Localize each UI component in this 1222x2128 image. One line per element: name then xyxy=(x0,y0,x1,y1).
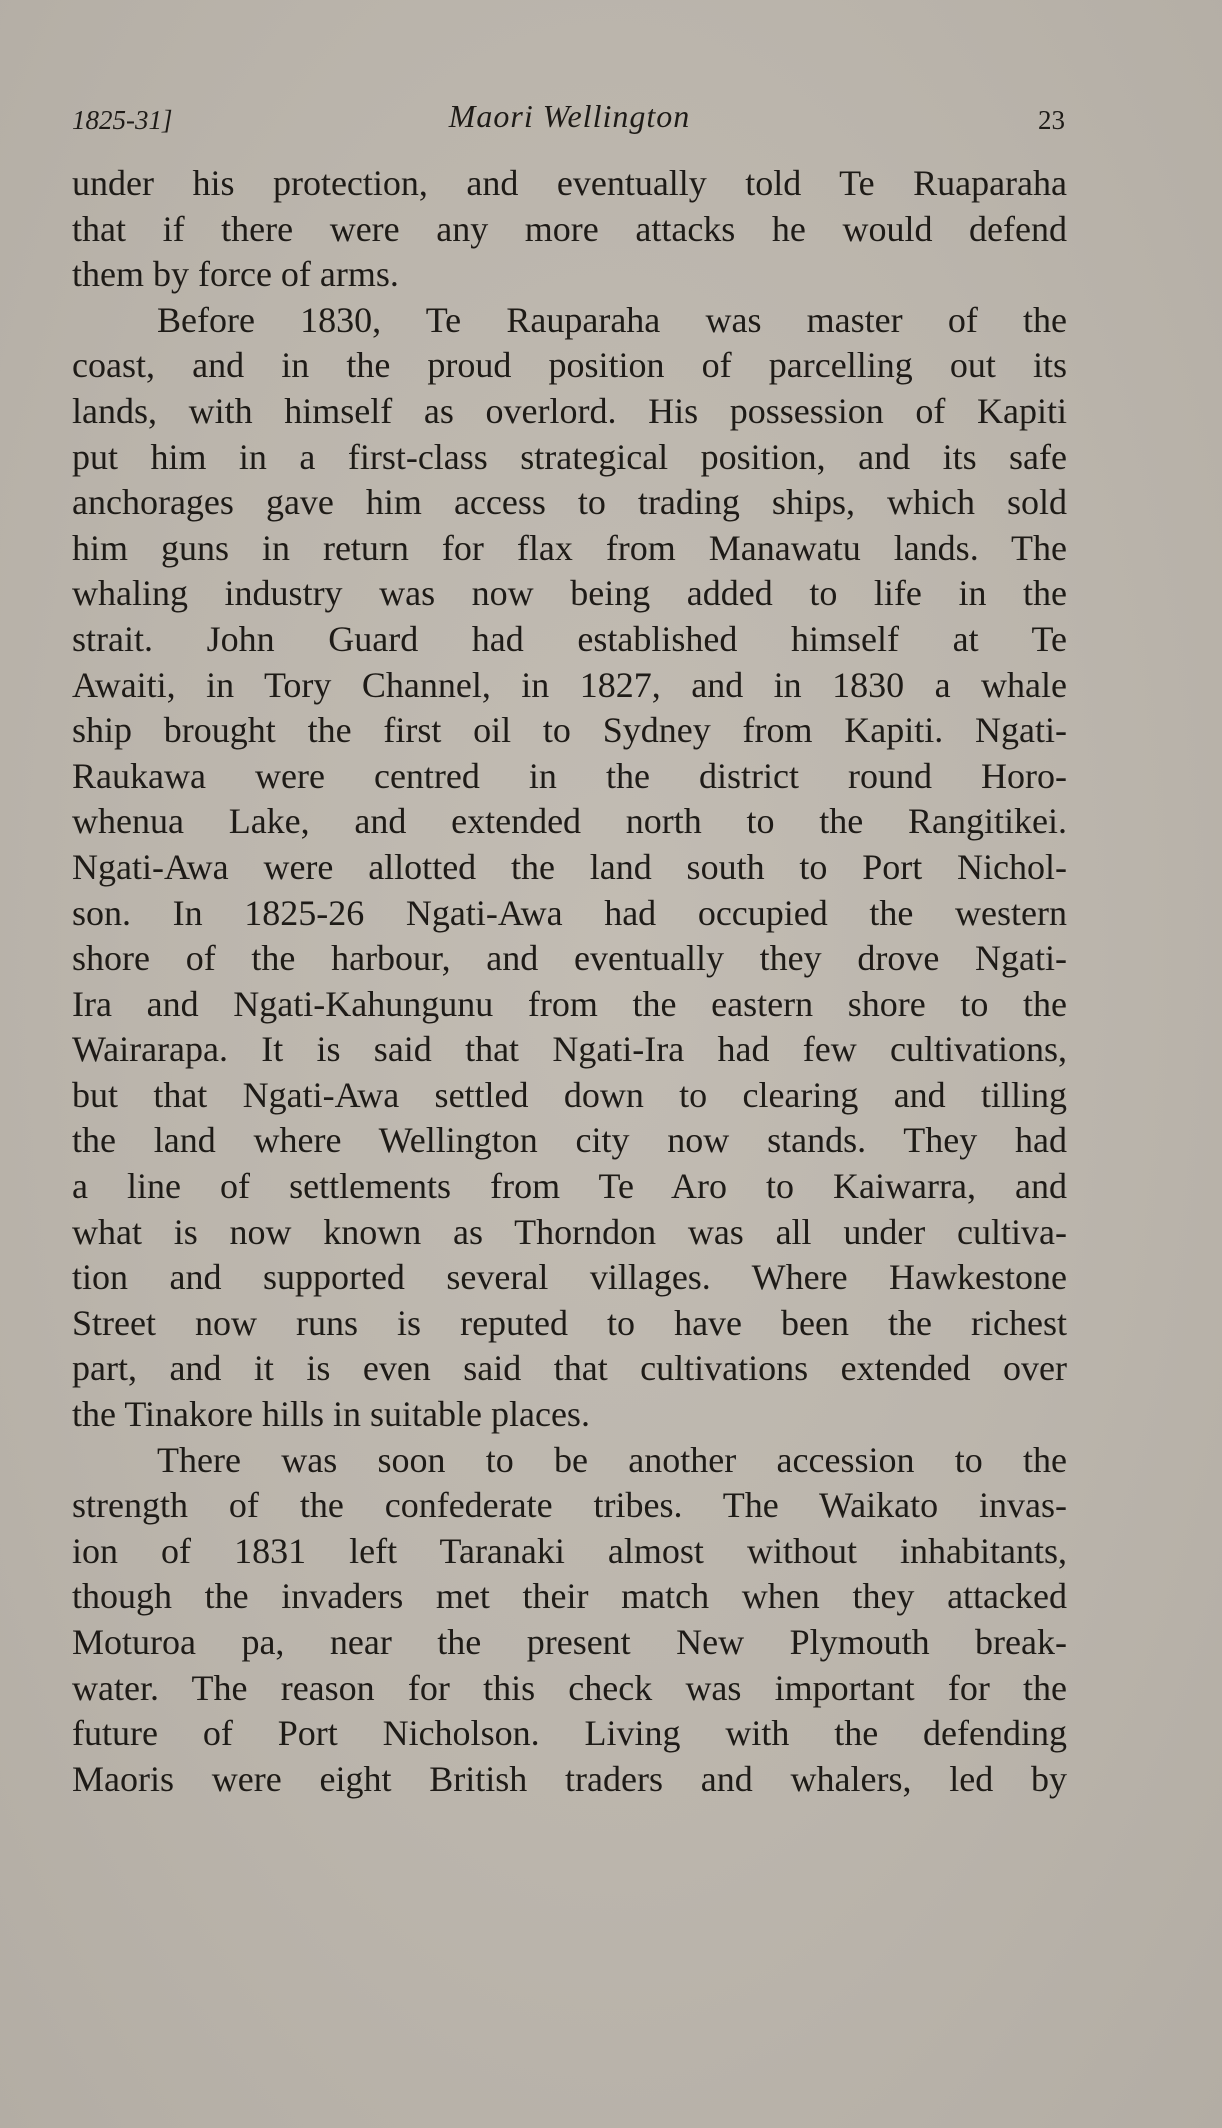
text-line: water. The reason for this check was important for the xyxy=(72,1667,1067,1708)
text-line: Ira and Ngati-Kahungunu from the eastern shore to the xyxy=(72,983,1067,1024)
running-head-title: Maori Wellington xyxy=(448,98,691,134)
text-line: part, and it is even said that cultivations extended over xyxy=(72,1348,1067,1389)
text-line: coast, and in the proud position of parcelling out its xyxy=(72,345,1067,386)
text-line: a line of settlements from Te Aro to Kaiwarra, and xyxy=(72,1166,1067,1207)
text-line: what is now known as Thorndon was all under cultiva- xyxy=(72,1211,1067,1252)
text-line: that if there were any more attacks he would defend xyxy=(72,208,1067,249)
text-line: Wairarapa. It is said that Ngati-Ira had few cultivations, xyxy=(72,1029,1067,1070)
book-page xyxy=(72,96,1067,1802)
running-head xyxy=(72,96,1067,136)
text-line: the land where Wellington city now stands. They had xyxy=(72,1120,1067,1161)
body-text xyxy=(72,161,1067,1802)
text-line: future of Port Nicholson. Living with the defending xyxy=(72,1713,1067,1754)
text-line: There was soon to be another accession to the xyxy=(157,1439,1067,1480)
text-line: tion and supported several villages. Where Hawkestone xyxy=(72,1257,1067,1298)
text-line: though the invaders met their match when they attacked xyxy=(72,1576,1067,1617)
text-line: him guns in return for flax from Manawatu lands. The xyxy=(72,527,1067,568)
text-line: put him in a first-class strategical position, and its safe xyxy=(72,436,1067,477)
text-line: Street now runs is reputed to have been the richest xyxy=(72,1302,1067,1343)
text-line: but that Ngati-Awa settled down to clearing and tilling xyxy=(72,1074,1067,1115)
text-line: lands, with himself as overlord. His possession of Kapiti xyxy=(72,390,1067,431)
text-line: Ngati-Awa were allotted the land south to Port Nichol- xyxy=(72,846,1067,887)
text-line: son. In 1825-26 Ngati-Awa had occupied the western xyxy=(72,892,1067,933)
text-line: under his protection, and eventually told Te Ruaparaha xyxy=(72,163,1067,203)
text-line: Moturoa pa, near the present New Plymouth break- xyxy=(72,1622,1067,1662)
text-line: anchorages gave him access to trading ships, which sold xyxy=(72,482,1067,523)
text-line: ship brought the first oil to Sydney from Kapiti. Ngati- xyxy=(72,710,1067,751)
text-line: shore of the harbour, and eventually they drove Ngati- xyxy=(72,938,1067,979)
text-line: strait. John Guard had established himself at Te xyxy=(72,618,1067,659)
text-line: ion of 1831 left Taranaki almost without inhabitants, xyxy=(72,1530,1067,1571)
text-line: strength of the confederate tribes. The Waikato invas- xyxy=(72,1485,1067,1526)
text-line: Awaiti, in Tory Channel, in 1827, and in 1830 a whale xyxy=(72,664,1067,705)
page-number: 23 xyxy=(1038,105,1065,135)
text-line: whaling industry was now being added to life in the xyxy=(72,573,1067,614)
text-line: the Tinakore hills in suitable places. xyxy=(72,1394,590,1435)
text-line: whenua Lake, and extended north to the Rangitikei. xyxy=(72,801,1067,842)
text-line: Maoris were eight British traders and whalers, led by xyxy=(72,1758,1067,1799)
text-line: Before 1830, Te Rauparaha was master of the xyxy=(157,299,1067,340)
text-line: them by force of arms. xyxy=(72,254,399,295)
running-head-date-range: 1825-31] xyxy=(72,105,173,135)
text-line: Raukawa were centred in the district round Horo- xyxy=(72,755,1067,796)
